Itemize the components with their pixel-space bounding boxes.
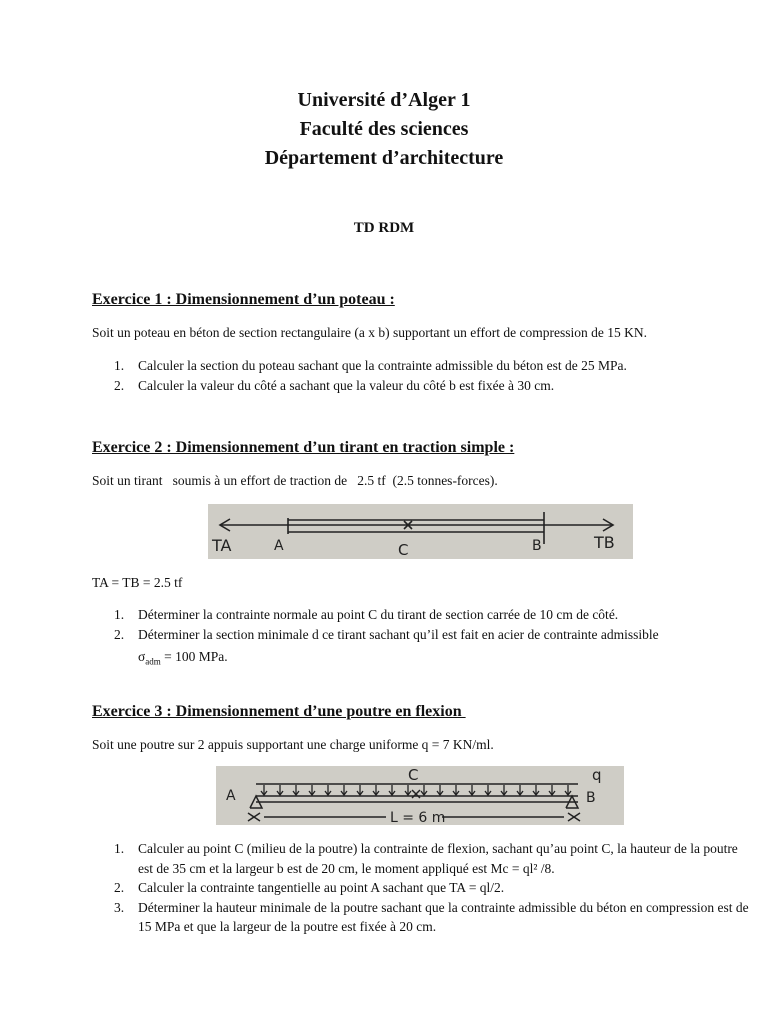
- label-tb: TB: [594, 533, 615, 552]
- list-item-number: 1.: [114, 358, 125, 373]
- beam-diagram: [216, 766, 624, 825]
- exercise-2-list: [92, 605, 752, 672]
- list-item-text: Calculer la valeur du côté a sachant que la valeur du côté b est fixée à 30 cm.: [138, 377, 555, 393]
- sigma-symbol: σ: [138, 649, 146, 664]
- exercise-2-intro: Soit un tirant soumis à un effort de traction de 2.5 tf (2.5 tonnes-forces).: [92, 473, 498, 488]
- list-item-number: 2.: [114, 626, 125, 642]
- exercise-2-title: Exercice 2 : Dimensionnement d’un tirant en traction simple :: [92, 439, 515, 456]
- tie-rod-diagram: [208, 504, 633, 559]
- list-item-number: 2.: [114, 880, 125, 895]
- exercise-3-list: [92, 839, 752, 937]
- course-title: TD RDM: [353, 220, 415, 236]
- department-name: Département d’architecture: [264, 147, 504, 169]
- list-item-continuation: [92, 647, 752, 672]
- list-item-text: Déterminer la section minimale d ce tirant sachant qu’il est fait en acier de contrainte admissible: [138, 626, 659, 642]
- exercise-2-equation: TA = TB = 2.5 tf: [92, 575, 183, 590]
- exercise-1-list: [92, 356, 752, 395]
- list-item: [92, 898, 752, 937]
- label-ta: TA: [212, 536, 232, 555]
- list-item-text: Calculer la contrainte tangentielle au point A sachant que TA = ql/2.: [138, 880, 505, 895]
- label-b: B: [532, 538, 542, 554]
- list-item-text: Déterminer la contrainte normale au point C du tirant de section carrée de 10 cm de côté.: [138, 607, 619, 622]
- list-item: [92, 356, 752, 376]
- list-item-number: 1.: [114, 841, 125, 856]
- exercise-1-intro: Soit un poteau en béton de section rectangulaire (a x b) supportant un effort de compression de 15 KN.: [92, 325, 647, 340]
- label-b: B: [586, 790, 596, 806]
- university-name: Université d’Alger 1: [297, 89, 471, 111]
- document-header: [0, 86, 768, 173]
- list-item: [92, 878, 752, 898]
- list-item-number: 2.: [114, 377, 125, 393]
- sigma-value: = 100 MPa.: [160, 649, 228, 664]
- list-item-text: Déterminer la hauteur minimale de la poutre sachant que la contrainte admissible du béton en compression est de 15 MPa et que la largeur de la poutre est fixée à 20 cm.: [138, 899, 749, 934]
- faculty-name: Faculté des sciences: [299, 118, 469, 140]
- label-a: A: [274, 538, 284, 554]
- list-item-number: 1.: [114, 607, 125, 622]
- list-item-number: 3.: [114, 899, 125, 915]
- exercise-1-title: Exercice 1 : Dimensionnement d’un poteau :: [92, 291, 395, 308]
- list-item: [92, 839, 752, 878]
- list-item-text: Calculer au point C (milieu de la poutre) la contrainte de flexion, sachant qu’au point C, la hauteur de la poutre est de 35 cm et la largeur b est de 20 cm, le moment appliqué est Mc = ql² /8.: [138, 841, 738, 876]
- label-q: q: [592, 766, 602, 784]
- list-item: [92, 625, 752, 645]
- label-a: A: [226, 788, 236, 804]
- list-item: [92, 376, 752, 396]
- label-c: C: [408, 766, 419, 784]
- label-length: L = 6 m: [390, 810, 446, 825]
- sigma-subscript: adm: [145, 656, 161, 667]
- list-item-text: Calculer la section du poteau sachant que la contrainte admissible du béton est de 25 MPa.: [138, 358, 627, 373]
- exercise-3-intro: Soit une poutre sur 2 appuis supportant une charge uniforme q = 7 KN/ml.: [92, 737, 494, 752]
- list-item: [92, 605, 752, 625]
- label-c: C: [398, 541, 409, 559]
- exercise-3-title: Exercice 3 : Dimensionnement d’une poutre en flexion: [92, 703, 466, 720]
